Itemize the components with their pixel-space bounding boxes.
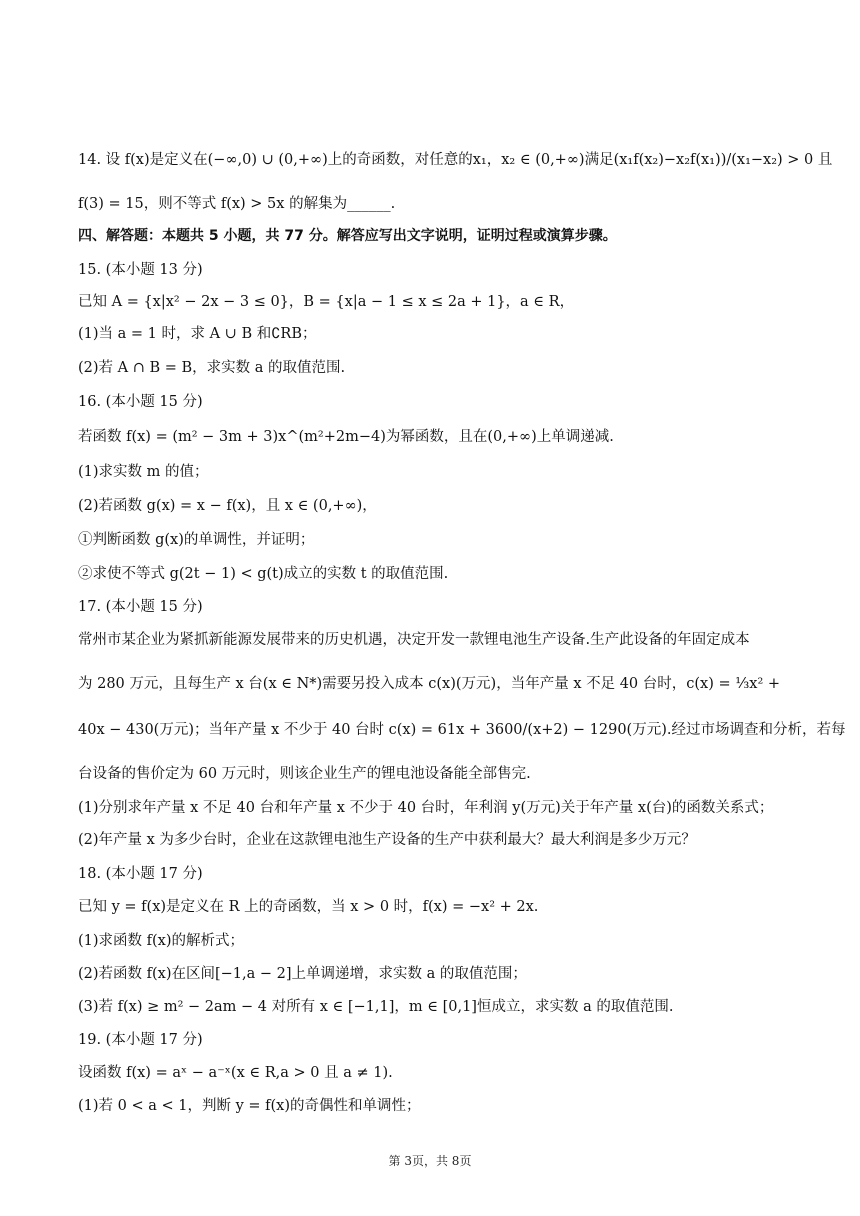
q16-part-2: (2)若函数 g(x) = x − f(x)，且 x ∈ (0,+∞)， xyxy=(78,498,377,514)
q18-part-2: (2)若函数 f(x)在区间[−1,a − 2]上单调递增，求实数 a 的取值范围； xyxy=(78,966,527,982)
q17-line-4: 台设备的售价定为 60 万元时，则该企业生产的锂电池设备能全部售完. xyxy=(78,766,531,782)
q18-line-1: 已知 y = f(x)是定义在 R 上的奇函数，当 x > 0 时，f(x) = −x² + 2x. xyxy=(78,899,539,915)
q17-line-3: 40x − 430(万元)；当年产量 x 不少于 40 台时 c(x) = 61x + 3600/(x+2) − 1290(万元).经过市场调查和分析，若每 xyxy=(78,722,846,738)
q17-line-2: 为 280 万元，且每生产 x 台(x ∈ N*)需要另投入成本 c(x)(万元)，当年产量 x 不足 40 台时，c(x) = ⅓x² + xyxy=(78,676,781,692)
q18-part-1: (1)求函数 f(x)的解析式； xyxy=(78,933,245,949)
q15-part-1: (1)当 a = 1 时，求 A ∪ B 和∁RB； xyxy=(78,326,317,342)
q17-line-1: 常州市某企业为紧抓新能源发展带来的历史机遇，决定开发一款锂电池生产设备.生产此设备的年固定成本 xyxy=(78,632,750,648)
q16-header: 16. (本小题 15 分) xyxy=(78,394,203,410)
q15-header: 15. (本小题 13 分) xyxy=(78,262,203,278)
q18-header: 18. (本小题 17 分) xyxy=(78,866,203,882)
q14-line-2: f(3) = 15，则不等式 f(x) > 5x 的解集为______. xyxy=(78,196,396,212)
q15-line-1: 已知 A = {x|x² − 2x − 3 ≤ 0}，B = {x|a − 1 ≤ x ≤ 2a + 1}，a ∈ R， xyxy=(78,294,575,310)
q19-part-1: (1)若 0 < a < 1，判断 y = f(x)的奇偶性和单调性； xyxy=(78,1098,421,1114)
section-heading: 四、解答题：本题共 5 小题，共 77 分。解答应写出文字说明，证明过程或演算步骤。 xyxy=(78,228,617,244)
q16-part-2-2: ②求使不等式 g(2t − 1) < g(t)成立的实数 t 的取值范围. xyxy=(78,566,449,582)
q17-part-1: (1)分别求年产量 x 不足 40 台和年产量 x 不少于 40 台时，年利润 y(万元)关于年产量 x(台)的函数关系式； xyxy=(78,800,774,816)
q18-part-3: (3)若 f(x) ≥ m² − 2am − 4 对所有 x ∈ [−1,1]，m ∈ [0,1]恒成立，求实数 a 的取值范围. xyxy=(78,999,674,1015)
page-footer: 第 3页，共 8页 xyxy=(388,1154,472,1168)
q19-header: 19. (本小题 17 分) xyxy=(78,1032,203,1048)
q17-header: 17. (本小题 15 分) xyxy=(78,599,203,615)
q16-part-2-1: ①判断函数 g(x)的单调性，并证明； xyxy=(78,532,315,548)
q19-line-1: 设函数 f(x) = aˣ − a⁻ˣ(x ∈ R,a > 0 且 a ≠ 1). xyxy=(78,1065,393,1081)
q17-part-2: (2)年产量 x 为多少台时，企业在这款锂电池生产设备的生产中获利最大？最大利润是多少万元？ xyxy=(78,832,696,848)
q14-line-1: 14. 设 f(x)是定义在(−∞,0) ∪ (0,+∞)上的奇函数，对任意的x₁，x₂ ∈ (0,+∞)满足(x₁f(x₂)−x₂f(x₁))/(x₁−x₂) > 0 且 xyxy=(78,152,833,168)
q15-part-2: (2)若 A ∩ B = B，求实数 a 的取值范围. xyxy=(78,360,346,376)
q16-part-1: (1)求实数 m 的值； xyxy=(78,464,209,480)
q16-line-1: 若函数 f(x) = (m² − 3m + 3)x^(m²+2m−4)为幂函数，且在(0,+∞)上单调递减. xyxy=(78,429,614,445)
